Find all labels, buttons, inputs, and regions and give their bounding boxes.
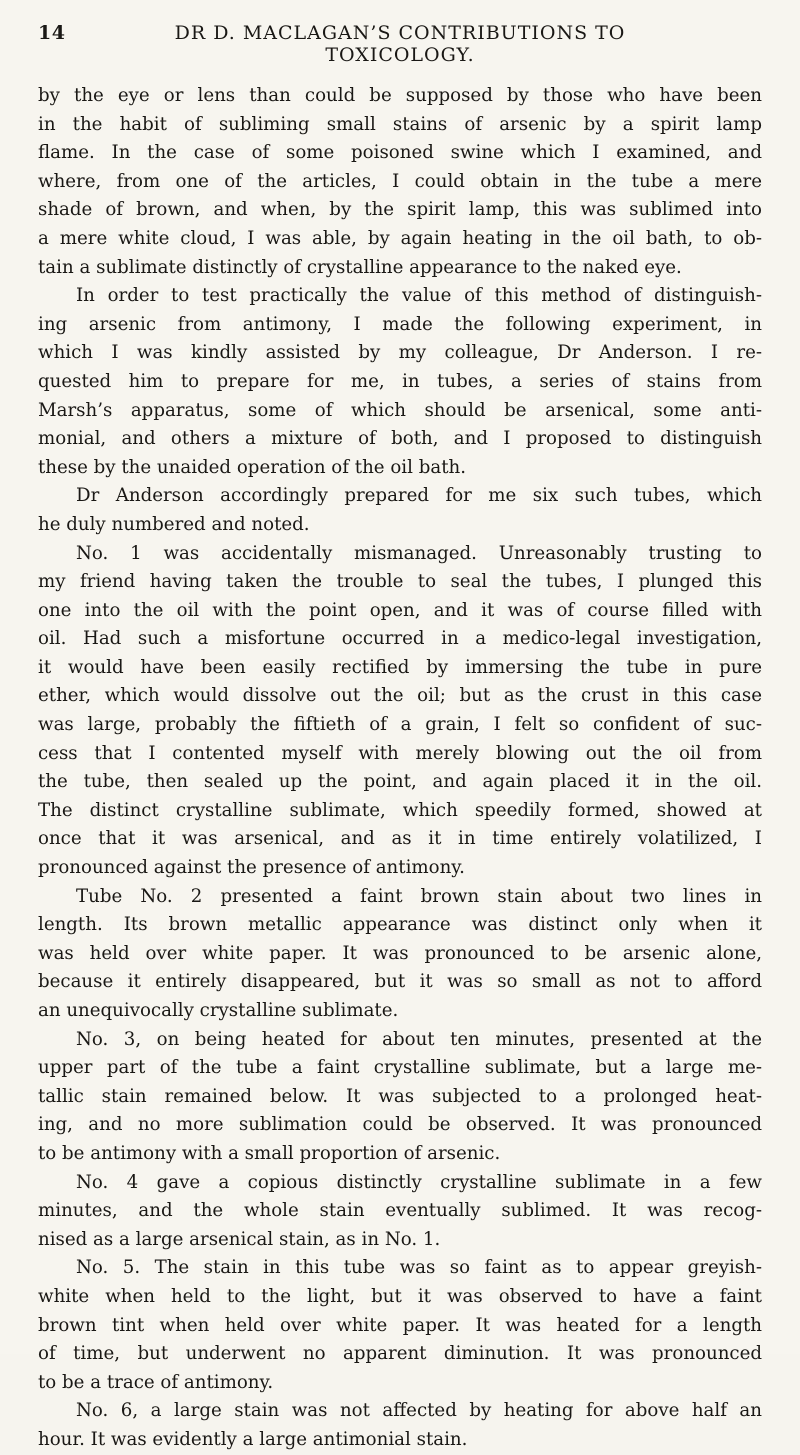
text-line: Tube No. 2 presented a faint brown stain about two lines in bbox=[76, 885, 762, 907]
text-line: ether, which would dissolve out the oil; but as the crust in this case bbox=[38, 685, 762, 707]
text-line: monial, and others a mixture of both, and I proposed to distinguish bbox=[38, 428, 762, 450]
page-number: 14 bbox=[38, 22, 66, 44]
text-line: tain a sublimate distinctly of crystalline appearance to the naked eye. bbox=[38, 256, 682, 278]
text-line: hour. It was evidently a large antimonial stain. bbox=[38, 1428, 468, 1450]
text-line: ing, and no more sublimation could be observed. It was pronounced bbox=[38, 1114, 762, 1136]
text-line: pronounced against the presence of antimony. bbox=[38, 857, 465, 879]
text-line: brown tint when held over white paper. It was heated for a length bbox=[38, 1314, 762, 1336]
text-line: Marsh’s apparatus, some of which should be arsenical, some anti- bbox=[38, 399, 762, 421]
text-line: where, from one of the articles, I could obtain in the tube a mere bbox=[38, 170, 762, 192]
text-line: oil. Had such a misfortune occurred in a medico-legal investigation, bbox=[38, 628, 762, 650]
text-line: nised as a large arsenical stain, as in No. 1. bbox=[38, 1228, 441, 1250]
text-line: shade of brown, and when, by the spirit lamp, this was sublimed into bbox=[38, 199, 762, 221]
text-line: my friend having taken the trouble to seal the tubes, I plunged this bbox=[38, 571, 762, 593]
text-line: In order to test practically the value of this method of distinguish- bbox=[76, 285, 762, 307]
text-line: of time, but underwent no apparent diminution. It was pronounced bbox=[38, 1343, 762, 1365]
running-title: DR D. MACLAGAN’S CONTRIBUTIONS TO TOXICOLOGY. bbox=[174, 22, 626, 66]
running-head bbox=[38, 22, 762, 66]
text-line: No. 4 gave a copious distinctly crystalline sublimate in a few bbox=[76, 1171, 762, 1193]
text-line: Dr Anderson accordingly prepared for me six such tubes, which bbox=[76, 485, 762, 507]
text-line: length. Its brown metallic appearance was distinct only when it bbox=[38, 914, 762, 936]
text-line: one into the oil with the point open, and it was of course filled with bbox=[38, 599, 762, 621]
text-line: once that it was arsenical, and as it in time entirely volatilized, I bbox=[38, 828, 762, 850]
text-line: white when held to the light, but it was observed to have a faint bbox=[38, 1285, 762, 1307]
text-line: the tube, then sealed up the point, and again placed it in the oil. bbox=[38, 771, 762, 793]
text-line: to be antimony with a small proportion of arsenic. bbox=[38, 1142, 501, 1164]
text-line: was held over white paper. It was pronounced to be arsenic alone, bbox=[38, 942, 762, 964]
text-line: an unequivocally crystalline sublimate. bbox=[38, 1000, 399, 1021]
text-line: minutes, and the whole stain eventually sublimed. It was recog- bbox=[38, 1200, 762, 1222]
text-line: which I was kindly assisted by my colleague, Dr Anderson. I re- bbox=[38, 342, 762, 364]
text-line: tallic stain remained below. It was subjected to a prolonged heat- bbox=[38, 1085, 762, 1107]
text-line: upper part of the tube a faint crystalline sublimate, but a large me- bbox=[38, 1057, 762, 1079]
text-line: to be a trace of antimony. bbox=[38, 1371, 274, 1393]
text-line: these by the unaided operation of the oil bath. bbox=[38, 456, 466, 478]
body-text bbox=[38, 82, 762, 1455]
text-line: in the habit of subliming small stains of arsenic by a spirit lamp bbox=[38, 113, 762, 135]
text-line: No. 1 was accidentally mismanaged. Unreasonably trusting to bbox=[76, 542, 762, 564]
text-line: The distinct crystalline sublimate, which speedily formed, showed at bbox=[38, 799, 762, 821]
text-line: ing arsenic from antimony, I made the following experiment, in bbox=[38, 313, 762, 335]
text-line: he duly numbered and noted. bbox=[38, 513, 310, 535]
text-line: No. 3, on being heated for about ten minutes, presented at the bbox=[76, 1028, 762, 1050]
text-line: by the eye or lens than could be supposed by those who have been bbox=[38, 85, 762, 106]
text-line: a mere white cloud, I was able, by again heating in the oil bath, to ob- bbox=[38, 227, 762, 249]
text-line: flame. In the case of some poisoned swine which I examined, and bbox=[38, 142, 762, 164]
text-line: quested him to prepare for me, in tubes, a series of stains from bbox=[38, 370, 762, 392]
text-line: because it entirely disappeared, but it was so small as not to afford bbox=[38, 971, 762, 993]
text-line: No. 5. The stain in this tube was so faint as to appear greyish- bbox=[76, 1257, 762, 1279]
text-line: No. 6, a large stain was not affected by heating for above half an bbox=[76, 1400, 762, 1422]
text-line: it would have been easily rectified by immersing the tube in pure bbox=[38, 656, 762, 678]
text-line: was large, probably the fiftieth of a grain, I felt so confident of suc- bbox=[38, 714, 762, 736]
text-line: cess that I contented myself with merely blowing out the oil from bbox=[38, 742, 762, 764]
